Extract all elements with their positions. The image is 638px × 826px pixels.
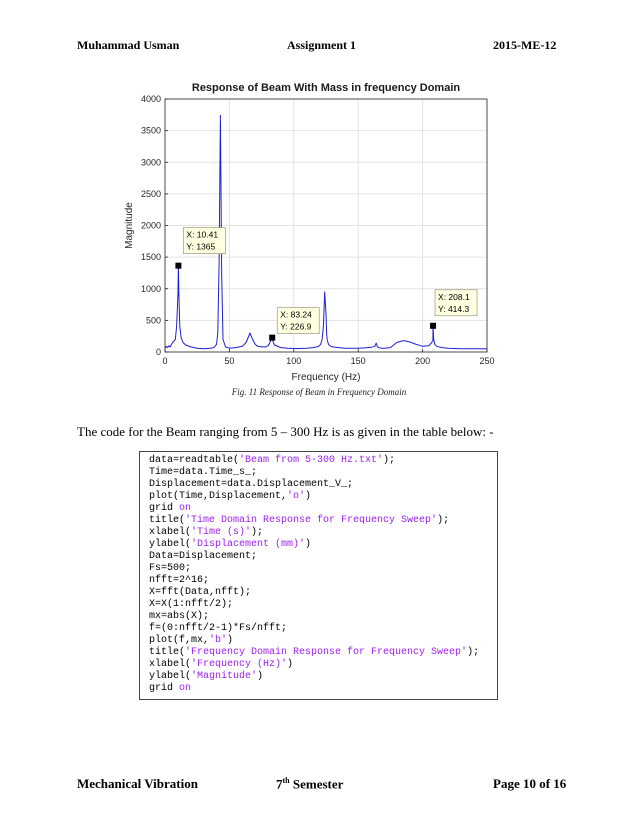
code-line xyxy=(149,587,497,599)
course-name: Mechanical Vibration xyxy=(77,776,198,791)
code-string: 'o' xyxy=(287,491,306,502)
code-text: grid xyxy=(149,683,180,694)
code-listing xyxy=(139,451,498,700)
code-text: nfft=2^16; xyxy=(149,575,210,586)
semester xyxy=(276,776,343,792)
code-text: xlabel( xyxy=(149,527,192,538)
code-line xyxy=(149,599,497,611)
code-text: xlabel( xyxy=(149,659,192,670)
y-tick-label: 3500 xyxy=(140,125,161,136)
code-text: ); xyxy=(251,527,264,538)
y-axis-label: Magnitude xyxy=(124,202,135,249)
code-line xyxy=(149,503,497,515)
code-line xyxy=(149,563,497,575)
code-line xyxy=(149,479,497,491)
code-text: f=(0:nfft/2-1)*Fs/nfft; xyxy=(149,623,288,634)
code-line xyxy=(149,491,497,503)
code-text: Data=Displacement; xyxy=(149,551,258,562)
code-line xyxy=(149,611,497,623)
code-text: Fs=500; xyxy=(149,563,192,574)
x-tick-label: 50 xyxy=(224,356,235,366)
semester-suffix: th xyxy=(282,776,290,785)
datatip-x: X: 10.41 xyxy=(186,229,219,240)
chart-title: Response of Beam With Mass in frequency Domain xyxy=(191,82,461,94)
code-text: Time=data.Time_s_; xyxy=(149,467,258,478)
code-text: X=X(1:nfft/2); xyxy=(149,599,234,610)
code-text: Displacement=data.Displacement_V_; xyxy=(149,479,354,490)
x-tick-label: 0 xyxy=(162,356,168,366)
code-line xyxy=(149,575,497,587)
x-tick-label: 200 xyxy=(415,356,431,366)
code-text: ); xyxy=(437,515,450,526)
y-tick-label: 1000 xyxy=(140,283,161,294)
frequency-response-chart xyxy=(110,75,510,383)
code-text: ); xyxy=(467,647,480,658)
semester-label: Semester xyxy=(289,776,344,792)
code-string: 'Beam from 5-300 Hz.txt' xyxy=(239,455,384,466)
datatip-x: X: 83.24 xyxy=(280,309,312,320)
y-tick-label: 3000 xyxy=(140,157,161,168)
datatip-y: Y: 414.3 xyxy=(438,303,470,314)
x-tick-label: 150 xyxy=(350,356,366,366)
code-text: ) xyxy=(305,491,312,502)
code-text: ) xyxy=(305,539,312,550)
datatip-y: Y: 1365 xyxy=(186,241,216,252)
code-text: grid xyxy=(149,503,180,514)
code-string: 'Frequency (Hz)' xyxy=(191,659,288,670)
code-text: mx=abs(X); xyxy=(149,611,210,622)
code-text: ); xyxy=(383,455,396,466)
datatip-marker xyxy=(430,323,436,329)
code-text: plot(Time,Displacement, xyxy=(149,491,288,502)
code-string: 'Time (s)' xyxy=(191,527,252,538)
code-line xyxy=(149,623,497,635)
semester-number: 7 xyxy=(276,776,283,792)
figure-caption: Fig. 11 Response of Beam in Frequency Domain xyxy=(231,387,407,397)
y-tick-label: 0 xyxy=(155,347,161,357)
code-text: ylabel( xyxy=(149,539,192,550)
code-string: 'Displacement (mm)' xyxy=(191,539,306,550)
code-line xyxy=(149,467,497,479)
code-text: ylabel( xyxy=(149,671,192,682)
code-string: on xyxy=(179,503,192,514)
code-string: on xyxy=(179,683,192,694)
code-text: title( xyxy=(149,515,186,526)
code-line xyxy=(149,671,497,683)
datatip-y: Y: 226.9 xyxy=(280,321,312,332)
y-tick-label: 1500 xyxy=(140,252,161,263)
code-text: ) xyxy=(257,671,264,682)
code-string: 'b' xyxy=(209,635,228,646)
code-line xyxy=(149,659,497,671)
datatip-marker xyxy=(175,263,181,269)
code-text: title( xyxy=(149,647,186,658)
code-text: ) xyxy=(287,659,294,670)
code-line xyxy=(149,539,497,551)
y-tick-label: 2000 xyxy=(140,220,161,231)
document-title: Assignment 1 xyxy=(287,38,357,52)
x-tick-label: 250 xyxy=(479,356,495,366)
code-line xyxy=(149,647,497,659)
author-name: Muhammad Usman xyxy=(77,38,180,52)
datatip-x: X: 208.1 xyxy=(438,291,470,302)
x-tick-label: 100 xyxy=(286,356,302,366)
code-text: plot(f,mx, xyxy=(149,635,210,646)
code-text: X=fft(Data,nfft); xyxy=(149,587,252,598)
code-line xyxy=(149,455,497,467)
code-text: data=readtable( xyxy=(149,455,240,466)
page-number: Page 10 of 16 xyxy=(493,776,567,791)
code-line xyxy=(149,635,497,647)
code-line xyxy=(149,683,497,695)
y-tick-label: 2500 xyxy=(140,188,161,199)
code-text: ) xyxy=(227,635,234,646)
x-axis-label: Frequency (Hz) xyxy=(291,372,361,383)
y-tick-label: 500 xyxy=(145,315,161,326)
code-string: 'Time Domain Response for Frequency Sweep' xyxy=(185,515,438,526)
code-string: 'Magnitude' xyxy=(191,671,258,682)
code-string: 'Frequency Domain Response for Frequency Sweep' xyxy=(185,647,468,658)
code-line xyxy=(149,551,497,563)
code-line xyxy=(149,515,497,527)
y-tick-label: 4000 xyxy=(140,94,161,104)
code-line xyxy=(149,527,497,539)
intro-paragraph: The code for the Beam ranging from 5 – 300 Hz is as given in the table below: - xyxy=(77,424,494,439)
datatip-marker xyxy=(269,335,275,341)
student-id: 2015-ME-12 xyxy=(493,38,557,52)
